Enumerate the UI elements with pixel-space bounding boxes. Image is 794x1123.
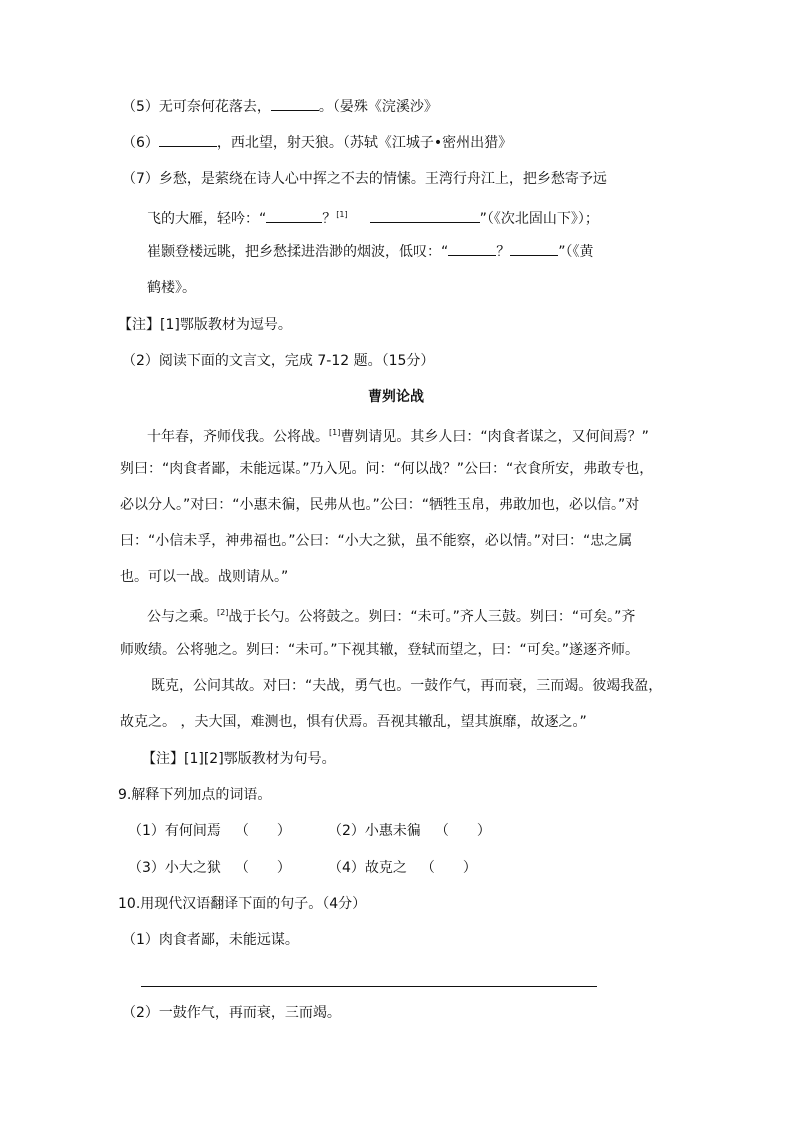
q9-item-4-answer[interactable]: （ ）	[420, 860, 477, 876]
q6-line	[122, 133, 512, 152]
q5-blank[interactable]	[271, 97, 319, 111]
p2-footnote-ref: [2]	[217, 608, 229, 617]
q5-text-b: 。（晏殊《浣溪沙》	[318, 99, 438, 115]
q5-text-a: （5）无可奈何花落去，	[122, 99, 271, 115]
q9-item-2-answer[interactable]: （ ）	[434, 823, 491, 839]
q7-line-3	[147, 242, 594, 261]
q7-line-1: （7）乡愁，是萦绕在诗人心中挥之不去的情愫。王湾行舟江上，把乡愁寄予远	[122, 171, 607, 187]
q9-item-1	[128, 822, 291, 840]
passage-title: 曹刿论战	[368, 389, 424, 405]
q6-text-a: （6）	[122, 135, 159, 151]
q7-line3-c: ”（《黄	[558, 244, 594, 260]
note-1: 【注】[1]鄂版教材为逗号。	[118, 317, 292, 333]
q7-blank-2[interactable]	[370, 209, 480, 223]
p2-line1-a: 公与之乘。	[147, 609, 217, 625]
p3-line-1: 既克，公问其故。对曰：“夫战，勇气也。一鼓作气，再而衰，三而竭。彼竭我盈，	[151, 678, 663, 694]
p1-line1-a: 十年春，齐师伐我。公将战。	[147, 429, 329, 445]
q7-blank-3[interactable]	[448, 242, 496, 256]
p1-line-5: 也。可以一战。战则请从。”	[120, 569, 289, 585]
q9-item-3	[128, 859, 291, 877]
q9-stem: 9.解释下列加点的词语。	[118, 787, 272, 803]
q7-line-4: 鹤楼》。	[147, 280, 196, 296]
q10-answer-line-1[interactable]	[141, 986, 597, 987]
p1-footnote-ref: [1]	[329, 428, 341, 437]
q6-blank[interactable]	[159, 133, 217, 147]
p1-line1-b: 曹刿请见。其乡人曰：“肉食者谋之，又何间焉？”	[340, 429, 649, 445]
q7-blank-4[interactable]	[510, 242, 558, 256]
p1-line-3: 必以分人。”对曰：“小惠未徧，民弗从也。”公曰：“牺牲玉帛，弗敢加也，必以信。”对	[120, 497, 640, 513]
q5-line	[122, 97, 438, 116]
p2-line1-b: 战于长勺。公将鼓之。刿曰：“未可。”齐人三鼓。刿曰：“可矣。”齐	[228, 609, 636, 625]
p1-line-1	[147, 424, 649, 446]
q7-footnote-ref: [1]	[336, 210, 348, 219]
q9-item-2-label: （2）小惠未徧	[328, 823, 421, 839]
q7-line2-a: 飞的大雁，轻吟：“	[147, 211, 267, 227]
note-2: 【注】[1][2]鄂版教材为句号。	[142, 751, 336, 767]
q10-sentence-1: （1）肉食者鄙，未能远谋。	[122, 932, 299, 948]
part2-instructions: （2）阅读下面的文言文，完成 7-12 题。（15分）	[122, 353, 435, 369]
q10-sentence-2: （2）一鼓作气，再而衰，三而竭。	[122, 1005, 341, 1021]
q7-line3-a: 崔颢登楼远眺，把乡愁揉进浩渺的烟波，低叹：“	[147, 244, 449, 260]
q7-line2-q: ？	[322, 211, 337, 227]
q9-item-3-answer[interactable]: （ ）	[234, 860, 291, 876]
q9-item-1-label: （1）有何间焉	[128, 823, 221, 839]
q9-item-4-label: （4）故克之	[328, 860, 407, 876]
p3-line-2: 故克之。 ，夫大国，难测也，惧有伏焉。吾视其辙乱，望其旗靡，故逐之。”	[120, 714, 587, 730]
q9-item-2	[328, 822, 491, 840]
q10-stem: 10.用现代汉语翻译下面的句子。（4分）	[118, 896, 367, 912]
q7-line-2	[147, 206, 599, 228]
q9-item-1-answer[interactable]: （ ）	[234, 823, 291, 839]
q6-text-b: ，西北望，射天狼。（苏轼《江城子•密州出猎》	[216, 135, 513, 151]
p1-line-2: 刿曰：“肉食者鄙，未能远谋。”乃入见。问：“何以战？”公曰：“衣食所安，弗敢专也，	[120, 461, 654, 477]
p2-line-2: 师败绩。公将驰之。刿曰：“未可。”下视其辙，登轼而望之，曰：“可矣。”遂逐齐师。	[120, 642, 640, 658]
q7-blank-1[interactable]	[266, 209, 322, 223]
p1-line-4: 曰：“小信未孚，神弗福也。”公曰：“小大之狱，虽不能察，必以情。”对曰：“忠之属	[120, 533, 633, 549]
q9-item-4	[328, 859, 477, 877]
q7-line3-q: ？	[496, 244, 511, 260]
q7-line2-c: ”（《次北固山下》）；	[479, 211, 599, 227]
q9-item-3-label: （3）小大之狱	[128, 860, 221, 876]
p2-line-1	[147, 604, 635, 626]
